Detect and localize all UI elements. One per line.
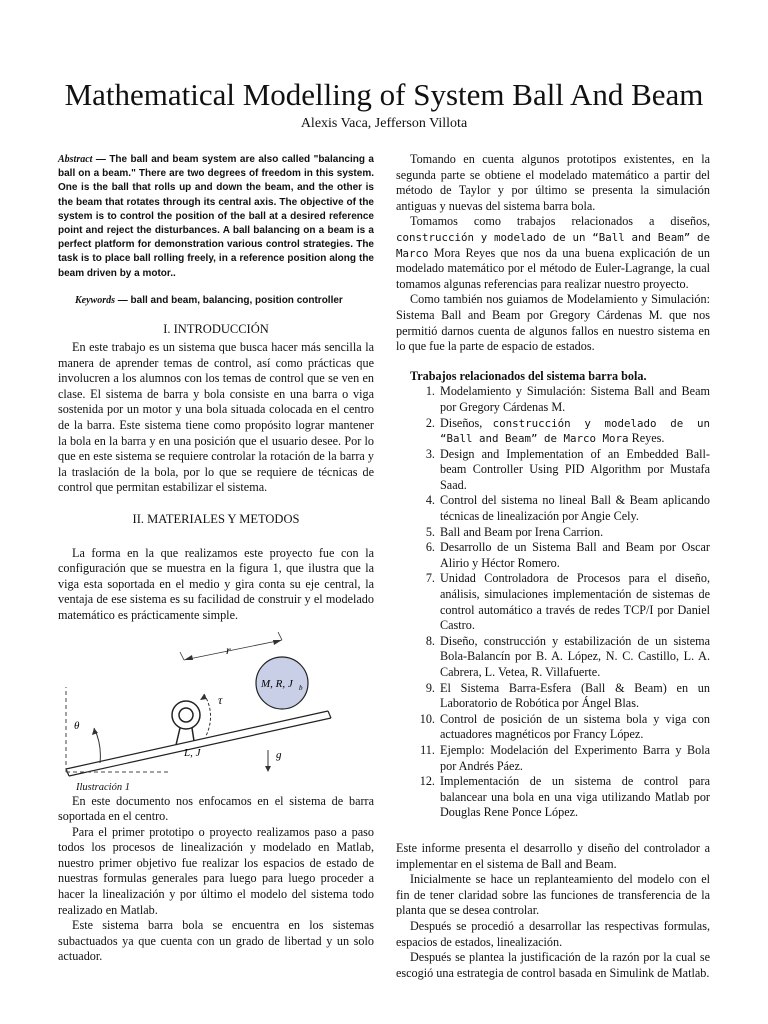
right-paragraph-2-start: Tomamos como trabajos relacionados a diseños, (410, 214, 710, 229)
right-paragraph-4: Este informe presenta el desarrollo y diseño del controlador a implementar en el sistema de Ball and Beam. (396, 840, 710, 871)
keywords-label: Keywords (75, 294, 115, 306)
torque-arc (204, 694, 211, 736)
section-1-paragraph: En este trabajo es un sistema que busca hacer más sencilla la manera de aprender temas de control, así como prácticas que involucren a los alumnos con los temas de control que se ven en clase. El sistema de barra y bola consiste en una barra o viga sostenida por un motor y una bola situada colocada en el centro de la barra. Este sistema tiene como propósito lograr mantener la bola en la barra y en una posición que el usuario desee. Por lo que en este sistema se requiere controlar la rotación de la barra y la traslación de la bola, por lo que se requiere de técnicas de control que permitan estabilizar el sistema. (58, 340, 374, 495)
section-1-heading: I. INTRODUCCIÓN (163, 322, 269, 337)
right-paragraph-6: Después se procedió a desarrollar las respectivas formulas, espacios de estados, linealización. (396, 918, 710, 949)
list-item: 12. Implementación de un sistema de control para balancear una bola en una viga utilizando Matlab por Douglas Rene Ponce López. (438, 774, 710, 821)
list-item: 5. Ball and Beam por Irena Carrion. (438, 525, 710, 541)
label-mrj-sub: b (299, 683, 303, 692)
r-dimension-line (184, 640, 282, 660)
section-2-paragraph-1: La forma en la que realizamos este proyecto fue con la configuración que se muestra en la figura 1, que ilustra que la viga esta soportada en el medio y gira conta su eje central, la ventaja de ese sistema es su facilidad de construir y el modelado matemático es prácticamente simple. (58, 545, 374, 622)
section-2-paragraph-2: En este documento nos enfocamos en el sistema de barra soportada en el centro. (58, 793, 374, 824)
abstract-label: Abstract (58, 154, 93, 165)
list-item (438, 416, 710, 447)
figure-caption: Ilustración 1 (76, 781, 130, 793)
list-item: 6. Desarrollo de un Sistema Ball and Beam por Oscar Alirio y Héctor Romero. (438, 540, 710, 571)
label-g: g (276, 748, 282, 761)
label-lj: L, J (184, 746, 201, 759)
list-item: 3. Design and Implementation of an Embedded Ball-beam Controller Using PID Algorithm por Mustafa Saad. (438, 447, 710, 494)
abstract-text: — The ball and beam system are also called "balancing a ball on a beam." There are two degrees of freedom in this system. One is the ball that rolls up and down the beam, and the other is the beam that rotates through its central axis. The objective of the system is to control the position of the ball at a desired reference point and reject the disturbances. A ball balancing on a beam is a perfect platform for demonstration various control strategies. The task is to place ball rolling freely, in a reference position along the beam driven by a motor.. (58, 154, 374, 279)
section-2-paragraph-4: Este sistema barra bola se encuentra en los sistemas subactuados ya que cuenta con un grado de libertad y un solo actuador. (58, 918, 374, 964)
right-paragraph-5: Inicialmente se hace un replanteamiento del modelo con el fin de tener claridad sobre las funciones de transferencia de la planta que se desea controlar. (396, 872, 710, 918)
related-works-list (396, 384, 710, 821)
abstract (58, 153, 374, 281)
label-r: r (226, 642, 231, 657)
list-item-mono: construcción y modelado de un “Ball and Beam” de Marco Mora (440, 416, 710, 446)
list-item: 7. Unidad Controladora de Procesos para el diseño, análisis, simulaciones implementación de sistemas de control automático a través de redes TCP/I por Daniel Castro. (438, 571, 710, 633)
ball-beam-diagram (58, 632, 374, 782)
right-paragraph-1: Tomando en cuenta algunos prototipos existentes, en la segunda parte se obtiene el modelado matemático a partir del método de Taylor y por último se presenta la simulación antiguas y nuevas del sistema barra bola. (396, 152, 710, 213)
keywords (58, 293, 374, 309)
right-paragraph-2 (396, 214, 710, 292)
list-item: 4. Control del sistema no lineal Ball & Beam aplicando técnicas de linealización por Angie Cely. (438, 493, 710, 524)
label-theta: θ (74, 719, 80, 732)
right-column (396, 150, 710, 981)
list-item: 8. Diseño, construcción y estabilización de un sistema Bola-Balancín por B. A. López, N. C. Castillo, L. A. Cabrera, L. Vetea, R. Villafuerte. (438, 634, 710, 681)
paper-authors: Alexis Vaca, Jefferson Villota (300, 116, 468, 131)
list-item: 11. Ejemplo: Modelación del Experimento Barra y Bola por Andrés Páez. (438, 743, 710, 774)
list-item: 1. Modelamiento y Simulación: Sistema Ball and Beam por Gregory Cárdenas M. (438, 384, 710, 415)
label-mrj: M, R, J (261, 677, 293, 690)
right-paragraph-2-mono: construcción y modelado de un “Ball and Beam” de Marco (396, 230, 710, 260)
right-paragraph-7: Después se plantea la justificación de la razón por la cual se escogió una estrategia de control basada en Simulink de Matlab. (396, 950, 710, 980)
right-paragraph-2-end: Mora Reyes que nos da una buena explicación de un modelado matemático por el método de Euler-Lagrange, la cual tomamos algunas referencias para realizar nuestro proyecto. (396, 245, 710, 291)
paper-title: Mathematical Modelling of System Ball And Beam (64, 77, 704, 112)
pivot-inner (179, 708, 193, 722)
list-item-end: Reyes. (628, 431, 665, 446)
list-item-start: Diseños, (440, 415, 493, 430)
right-paragraph-3: Como también nos guiamos de Modelamiento y Simulación: Sistema Ball and Beam por Gregory Cárdenas M. que nos permitió darnos cuenta de algunos fallos en nuestro sistema en lo que fue la parte de espacio de estados. (396, 292, 710, 354)
ball-beam-figure (58, 632, 374, 782)
left-column (58, 150, 374, 965)
list-item: 9. El Sistema Barra-Esfera (Ball & Beam) en un Laboratorio de Robótica por Ángel Blas. (438, 681, 710, 712)
section-2-heading: II. MATERIALES Y METODOS (132, 511, 300, 526)
list-item: 10. Control de posición de un sistema bola y viga con actuadores magnéticos por Francy López. (438, 712, 710, 743)
label-tau: τ (218, 692, 223, 707)
section-2-paragraph-3: Para el primer prototipo o proyecto realizamos paso a paso todos los procesos de linealización y modelado en Matlab, nuestro primer objetivo fue realizar los espacios de estado de nuestras formulas generales para luego para luego proceder a hacer la linealización y por último el modelo del sistema todo realizado en Matlab. (58, 824, 374, 917)
keywords-text: — ball and beam, balancing, position controller (115, 294, 343, 306)
related-works-heading: Trabajos relacionados del sistema barra bola. (410, 368, 647, 383)
